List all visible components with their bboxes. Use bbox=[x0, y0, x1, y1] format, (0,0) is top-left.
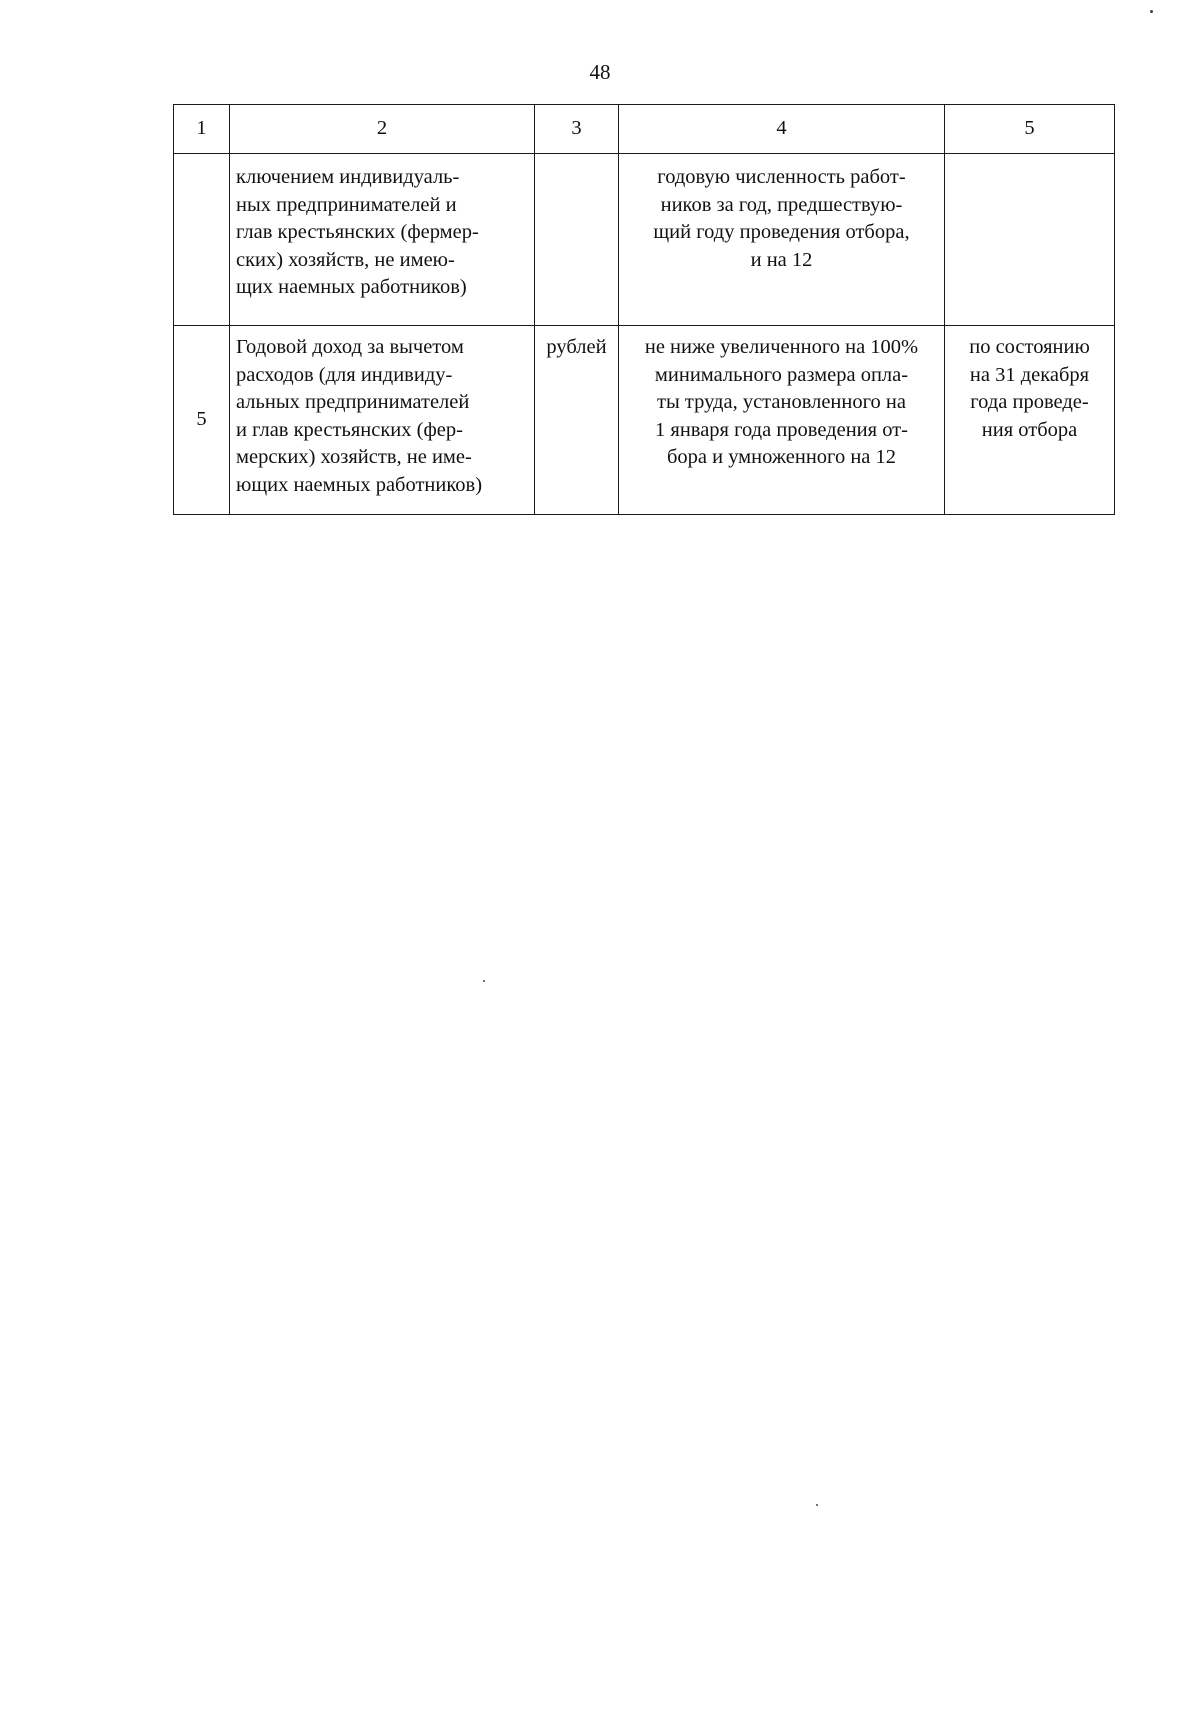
indicator-text-line: ных предпринимателей и bbox=[236, 193, 457, 216]
header-cell-5: 5 bbox=[945, 105, 1115, 154]
header-cell-4: 4 bbox=[619, 105, 945, 154]
scan-speck bbox=[1150, 10, 1153, 13]
date-text-line: ния отбора bbox=[981, 418, 1078, 441]
table-row bbox=[174, 326, 1115, 515]
header-cell-3: 3 bbox=[535, 105, 619, 154]
table-header-row bbox=[174, 105, 1115, 154]
value-cell bbox=[619, 154, 945, 326]
value-text-line: годовую численность работ- bbox=[657, 166, 906, 188]
requirements-table bbox=[173, 104, 1115, 515]
value-text-line: 1 января года проведения от- bbox=[655, 418, 908, 441]
indicator-text-line: Годовой доход за вычетом bbox=[236, 336, 464, 358]
value-text-line: и на 12 bbox=[750, 248, 813, 271]
table-row bbox=[174, 154, 1115, 326]
unit-cell: рублей bbox=[535, 326, 619, 515]
date-text-line: года проведе- bbox=[970, 391, 1089, 413]
header-cell-1: 1 bbox=[174, 105, 230, 154]
indicator-text-line: ключением индивидуаль- bbox=[236, 166, 460, 188]
indicator-text-line: и глав крестьянских (фер- bbox=[236, 418, 463, 441]
indicator-text-line: расходов (для индивиду- bbox=[236, 363, 453, 386]
indicator-text-line: ющих наемных работников) bbox=[236, 473, 483, 496]
value-text-line: щий году проведения отбора, bbox=[653, 221, 910, 243]
page-number: 48 bbox=[589, 60, 611, 84]
value-text-line: минимального размера опла- bbox=[654, 363, 909, 386]
value-text-line: ты труда, установленного на bbox=[657, 391, 906, 413]
scan-speck bbox=[816, 1504, 818, 1506]
unit-cell bbox=[535, 154, 619, 326]
value-text-line: не ниже увеличенного на 100% bbox=[644, 336, 919, 358]
date-text-line: по состоянию bbox=[969, 336, 1090, 358]
date-text-line: на 31 декабря bbox=[969, 363, 1090, 386]
date-cell bbox=[945, 326, 1115, 515]
value-text-line: бора и умноженного на 12 bbox=[666, 446, 897, 468]
value-cell bbox=[619, 326, 945, 515]
row-number-cell: 5 bbox=[174, 326, 230, 515]
indicator-text-line: щих наемных работников) bbox=[236, 276, 467, 298]
indicator-cell bbox=[230, 154, 535, 326]
indicator-text-line: ских) хозяйств, не имею- bbox=[236, 248, 455, 271]
scan-speck bbox=[483, 980, 485, 982]
indicator-cell bbox=[230, 326, 535, 515]
value-text-line: ников за год, предшествую- bbox=[660, 193, 903, 216]
date-cell bbox=[945, 154, 1115, 326]
indicator-text-line: мерских) хозяйств, не име- bbox=[236, 446, 472, 468]
indicator-text-line: глав крестьянских (фермер- bbox=[236, 221, 479, 243]
indicator-text-line: альных предпринимателей bbox=[236, 391, 470, 413]
row-number-cell bbox=[174, 154, 230, 326]
header-cell-2: 2 bbox=[230, 105, 535, 154]
